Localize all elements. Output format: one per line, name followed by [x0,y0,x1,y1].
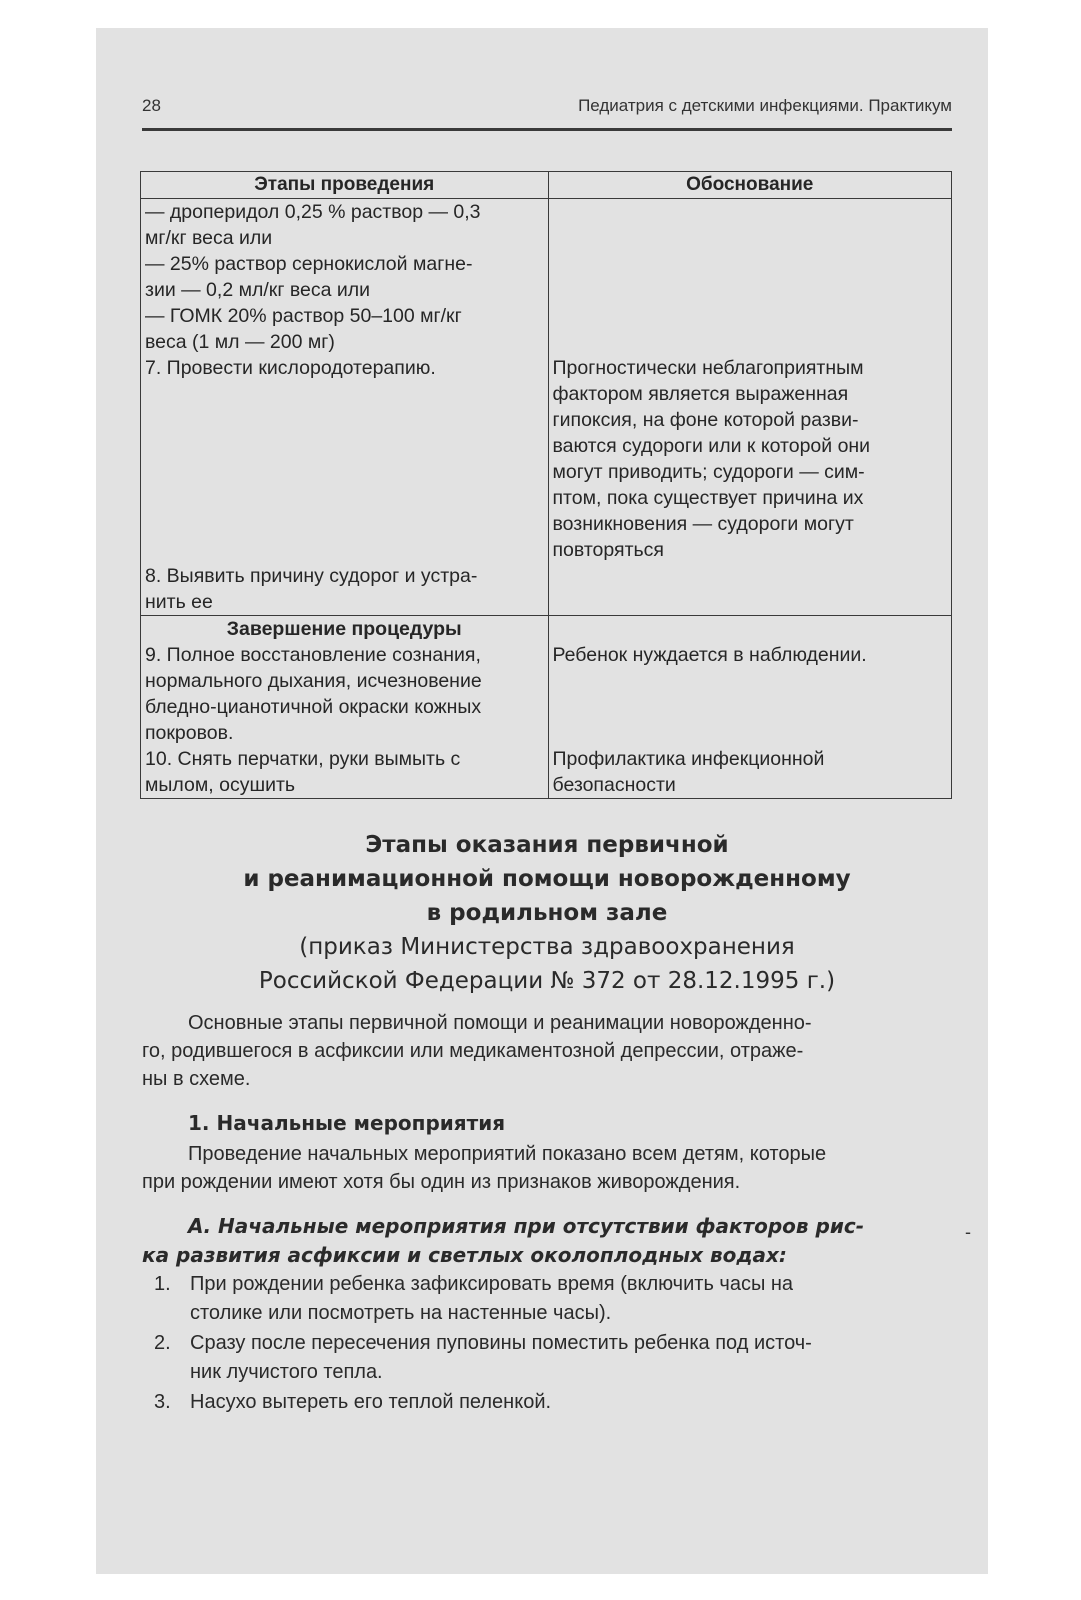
list-item-number: 3. [154,1391,171,1413]
cell-line: птом, пока существует причина их [552,487,864,509]
list-item [142,1388,952,1417]
cell-line: ваются судороги или к которой они [552,435,871,457]
cell-line: 7. Провести кислородотерапию. [145,357,436,379]
rationale-cell [548,199,952,616]
cell-line-spacer [553,616,948,642]
rationale-cell [548,616,952,799]
stages-cell [141,616,549,799]
list-item-line: При рождении ребенка зафиксировать время (включить часы на [190,1273,794,1295]
procedure-table [140,171,952,799]
cell-line-spacer [553,329,948,355]
cell-line: бледно-цианотичной окраски кожных [145,696,482,718]
running-header [142,96,952,131]
table-subheading: Завершение процедуры [226,618,462,640]
cell-line-spacer [553,277,948,303]
cell-line-spacer [145,459,544,485]
cell-line: покровов. [145,722,234,744]
cell-line: веса (1 мл — 200 мг) [145,331,335,353]
list-item-line: Сразу после пересечения пуповины поместить ребенка под источ- [190,1332,812,1354]
list-item-number: 2. [154,1332,171,1354]
list-item [142,1329,952,1387]
list-item-line: ник лучистого тепла. [190,1361,383,1383]
page-number: 28 [142,96,161,115]
steps-list [142,1270,952,1418]
cell-line: зии — 0,2 мл/кг веса или [145,279,371,301]
cell-line-spacer [145,511,544,537]
intro-paragraph [142,1009,952,1093]
section-subtitle-line: (приказ Министерства здравоохранения [299,934,795,960]
table-row [141,616,952,799]
cell-line: возникновения — судороги могут [552,513,854,535]
cell-line: 10. Снять перчатки, руки вымыть с [145,748,461,770]
column-header-stages: Этапы проведения [141,172,549,199]
cell-line-spacer [553,225,948,251]
cell-line: нить ее [145,591,213,613]
list-item-line: столике или посмотреть на настенные часы). [190,1302,612,1324]
cell-line: Ребенок нуждается в наблюдении. [552,644,867,666]
paragraph-line: при рождении имеют хотя бы один из признаков живорождения. [142,1171,741,1193]
section-title-line: в родильном зале [426,900,668,926]
paragraph-line: го, родившегося в асфиксии или медикаментозной депрессии, отраже- [142,1040,804,1062]
cell-line: мг/кг веса или [145,227,273,249]
margin-mark: - [965,1222,971,1242]
section-subtitle-line: Российской Федерации № 372 от 28.12.1995 г.) [258,968,836,994]
cell-line-spacer [145,381,544,407]
cell-line-spacer [145,537,544,563]
cell-line: мылом, осушить [145,774,296,796]
cell-line: 9. Полное восстановление сознания, [145,644,481,666]
paragraph-line: Проведение начальных мероприятий показано всем детям, которые [188,1143,827,1165]
cell-line: гипоксия, на фоне которой разви- [552,409,859,431]
section-title-line: Этапы оказания первичной [365,832,729,858]
cell-line: — дроперидол 0,25 % раствор — 0,3 [145,201,481,223]
cell-line: Прогностически неблагоприятным [552,357,864,379]
running-title: Педиатрия с детскими инфекциями. Практикум [578,96,952,115]
list-item-number: 1. [154,1273,171,1295]
cell-line-spacer [553,720,948,746]
paragraph-line: Основные этапы первичной помощи и реанимации новорожденно- [188,1012,812,1034]
section-heading [142,828,952,998]
cell-line: нормального дыхания, исчезновение [145,670,482,692]
cell-line-spacer [145,485,544,511]
cell-line: могут приводить; судороги — сим- [552,461,865,483]
column-header-rationale: Обоснование [548,172,952,199]
section-title-line: и реанимационной помощи новорожденному [243,866,851,892]
cell-line-spacer [145,407,544,433]
cell-line: — ГОМК 20% раствор 50–100 мг/кг [145,305,462,327]
cell-line: — 25% раствор сернокислой магне- [145,253,473,275]
subsection-paragraph [142,1140,952,1196]
paragraph-line: ка развития асфиксии и светлых околоплодных водах: [142,1243,787,1267]
cell-line: Профилактика инфекционной [552,748,825,770]
table-header-row [141,172,952,199]
table-row [141,199,952,616]
cell-line-spacer [553,303,948,329]
list-item-line: Насухо вытереть его теплой пеленкой. [190,1391,552,1413]
stages-cell [141,199,549,616]
cell-line: 8. Выявить причину судорог и устра- [145,565,478,587]
cell-line-spacer [553,668,948,694]
cell-line: фактором является выраженная [552,383,849,405]
cell-line-spacer [553,199,948,225]
cell-line: повторяться [552,539,664,561]
cell-line: безопасности [552,774,676,796]
cell-line-spacer [553,694,948,720]
cell-line-spacer [553,251,948,277]
paragraph-line: А. Начальные мероприятия при отсутствии факторов рис- [188,1214,865,1238]
cell-line-spacer [145,433,544,459]
paragraph-line: ны в схеме. [142,1068,251,1090]
subsection-heading: 1. Начальные мероприятия [188,1111,506,1135]
list-item [142,1270,952,1328]
subsection-a-heading [142,1212,952,1270]
